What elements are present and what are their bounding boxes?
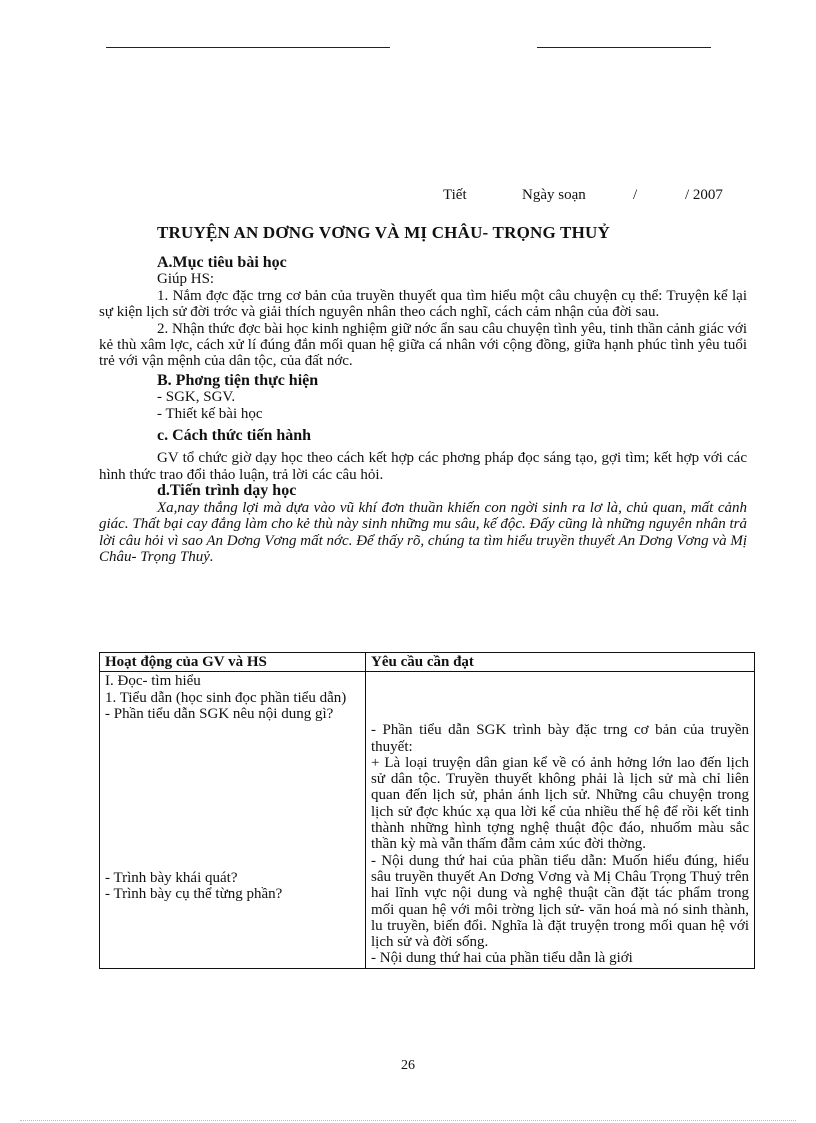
page-number: 26 bbox=[401, 1058, 415, 1073]
activity-table bbox=[99, 652, 755, 969]
activity-line: - Phần tiểu dẫn SGK nêu nội dung gì? bbox=[105, 705, 334, 722]
page-bottom-divider bbox=[20, 1120, 796, 1121]
header-rule-left bbox=[106, 47, 390, 48]
section-a-intro: Giúp HS: bbox=[157, 271, 215, 288]
requirements-cell bbox=[366, 672, 755, 968]
table-header-activities: Hoạt động của GV và HS bbox=[100, 653, 366, 672]
requirement-paragraph: - Phần tiểu dẫn SGK trình bày đặc trng cơ bản của truyền thuyết: bbox=[371, 722, 749, 755]
header-rule-right bbox=[537, 47, 711, 48]
section-a-heading: A.Mục tiêu bài học bbox=[157, 254, 287, 271]
activity-line: I. Đọc- tìm hiểu bbox=[105, 673, 201, 690]
table-header-row bbox=[100, 653, 755, 672]
section-b-heading: B. Phơng tiện thực hiện bbox=[157, 371, 319, 389]
activity-line: 1. Tiểu dẫn (học sinh đọc phần tiểu dẫn) bbox=[105, 689, 347, 706]
requirement-paragraph: + Là loại truyện dân gian kể về có ảnh hởng lớn lao đến lịch sử dân tộc. Truyền thuyết không phải là lịch sử mà chỉ liên quan đến lịch sử, phản ánh lịch sử. Những câu chuyện trong lịch sử đợc khúc xạ qua lời kể của nhiều thế hệ để rồi kết tinh thành những hình tợng nghệ thuật độc đáo, nhuốm màu sắc thần kỳ mà vẫn thấm đẫm cảm xúc đời thờng. bbox=[371, 754, 749, 853]
activity-line: - Trình bày cụ thể từng phần? bbox=[105, 886, 283, 903]
ngay-soan-label: Ngày soạn bbox=[522, 187, 586, 203]
section-d-paragraph: Xa,nay thắng lợi mà dựa vào vũ khí đơn thuần khiến con ngời sinh ra lơ là, chủ quan, mất cảnh giác. Thất bại cay đắng làm cho kẻ thù này sinh những mu sâu, kế độc. Đấy cũng là những nguyên nhân trả lời câu hỏi vì sao An Dơng Vơng mất nớc. Để thấy rõ, chúng ta tìm hiểu truyền thuyết An Dơng Vơng và Mị Châu- Trọng Thuỷ. bbox=[99, 499, 747, 565]
requirement-paragraph: - Nội dung thứ hai của phần tiểu dẫn: Muốn hiểu đúng, hiểu sâu truyền thuyết An Dơng Vơng và Mị Châu Trọng Thuỷ trên hai lĩnh vực nội dung và nghệ thuật cần đặt tác phẩm trong mối quan hệ với môi trờng lịch sử- văn hoá mà nó sinh thành, lu truyền, biến đổi. Nghĩa là đặt truyện trong mối quan hệ với lịch sử và đời sống. bbox=[371, 852, 749, 951]
section-d-heading: d.Tiến trình dạy học bbox=[157, 482, 297, 500]
activities-cell bbox=[100, 672, 366, 968]
date-year: / 2007 bbox=[685, 187, 723, 203]
section-a-objective-1: 1. Nắm đợc đặc trng cơ bản của truyền thuyết qua tìm hiểu một câu chuyện cụ thể: Truyện kể lại sự kiện lịch sử đời trớc và giải thích nguyên nhân theo cách nghĩ, cách cảm nhận của đời sau. bbox=[99, 287, 747, 321]
section-a-objective-2: 2. Nhận thức đợc bài học kinh nghiệm giữ nớc ẩn sau câu chuyện tình yêu, tinh thần cảnh giác với kẻ thù xâm lợc, cách xử lí đúng đắn mối quan hệ giữa cá nhân với cộng đồng, giữa hạnh phúc tình yêu tuổi trẻ với vận mệnh của dân tộc, của đất nớc. bbox=[99, 320, 747, 370]
section-b-item-1: - SGK, SGV. bbox=[157, 389, 236, 406]
section-c-paragraph: GV tổ chức giờ dạy học theo cách kết hợp các phơng pháp đọc sáng tạo, gợi tìm; kết hợp với các hình thức trao đổi thảo luận, trả lời các câu hỏi. bbox=[99, 450, 747, 483]
date-separator: / bbox=[633, 187, 638, 203]
table-row bbox=[100, 672, 755, 968]
page-title: TRUYỆN AN DƠNG VƠNG VÀ MỊ CHÂU- TRỌNG THUỶ bbox=[157, 223, 610, 242]
section-c-heading: c. Cách thức tiến hành bbox=[157, 427, 312, 445]
tiet-label: Tiết bbox=[443, 187, 467, 203]
lesson-content bbox=[99, 255, 747, 565]
section-b-item-2: - Thiết kế bài học bbox=[157, 405, 263, 422]
requirement-paragraph: - Nội dung thứ hai của phần tiểu dẫn là giới bbox=[371, 950, 633, 967]
activity-line: - Trình bày khái quát? bbox=[105, 870, 238, 887]
table-header-requirements: Yêu cầu cần đạt bbox=[366, 653, 755, 672]
